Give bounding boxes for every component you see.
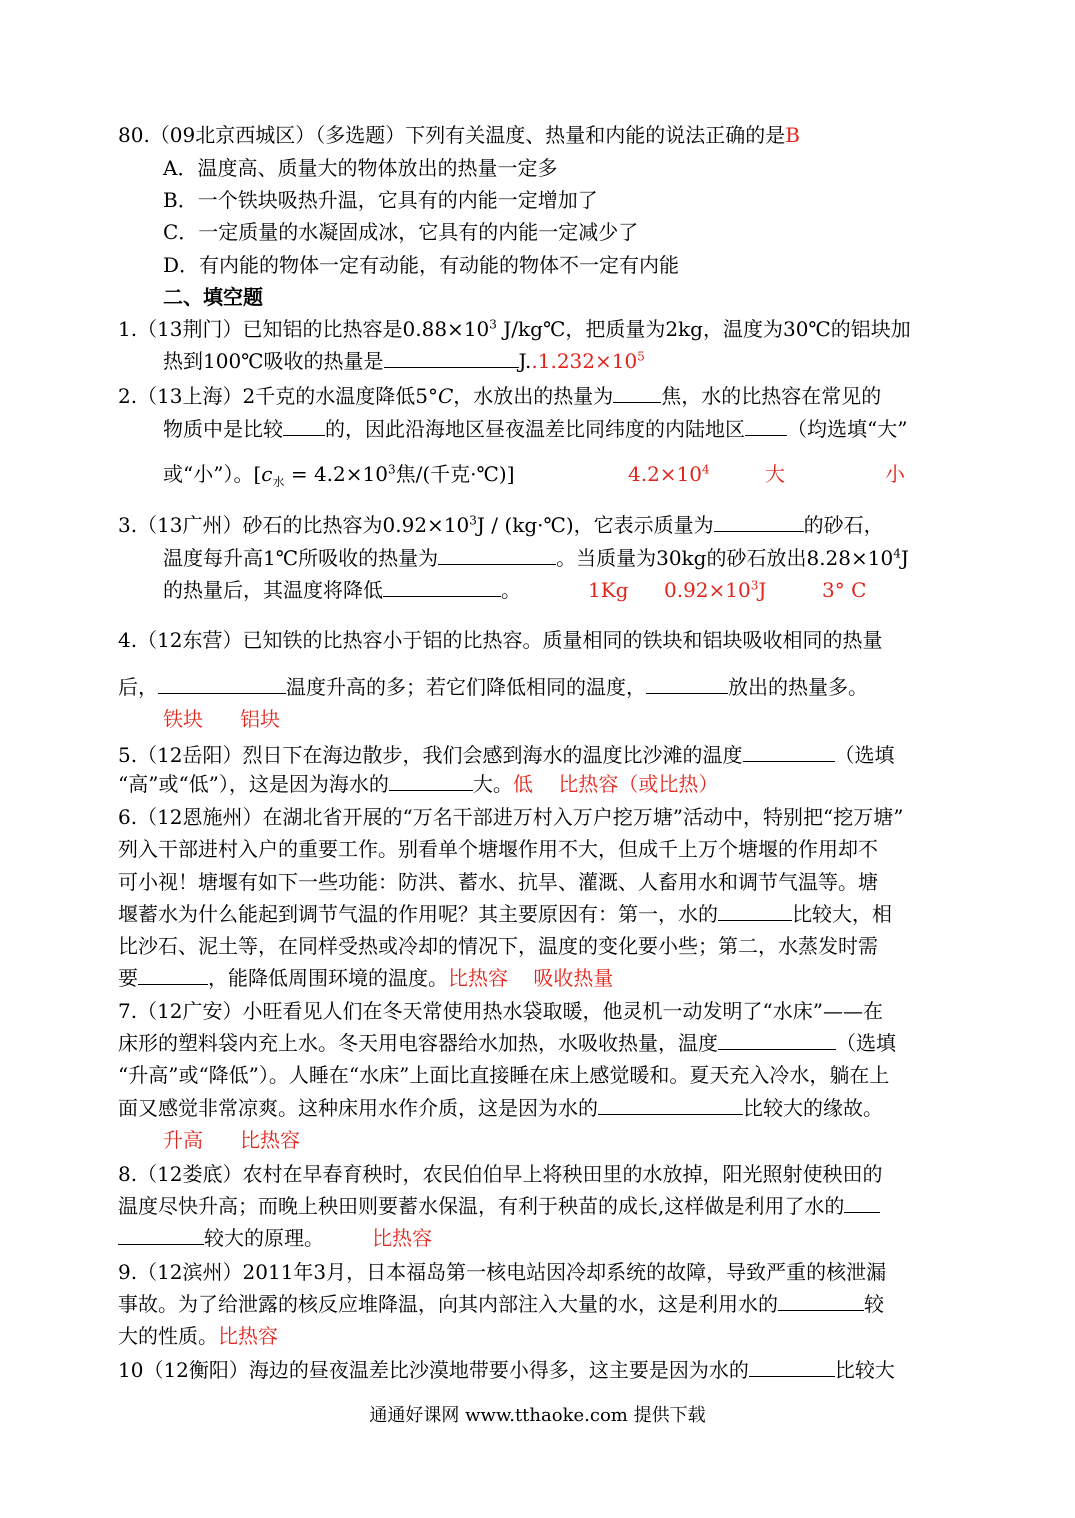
q2-text-d: 物质中是比较	[163, 417, 283, 441]
q6-line1: 6.（12恩施州）在湖北省开展的“万名干部进万村入万户挖万塘”活动中，特别把“挖万塘”	[118, 805, 904, 829]
q6-answer: 比热容 吸收热量	[448, 966, 614, 990]
q8-blank-1	[844, 1192, 880, 1213]
q2-c-symbol: c	[261, 462, 273, 486]
q80-stem: 80.（09北京西城区）（多选题）下列有关温度、热量和内能的说法正确的是	[118, 123, 786, 147]
q6-blank-2	[138, 964, 208, 985]
q3-line3	[163, 576, 521, 604]
q7-text-c: 面又感觉非常凉爽。这种床用水作介质，这是因为水的	[118, 1096, 598, 1120]
q80-option-b: B．一个铁块吸热升温，它具有的内能一定增加了	[163, 188, 598, 212]
q2-answer-1-sup: 4	[702, 462, 710, 477]
q7-line2	[118, 1029, 896, 1057]
q9-line1: 9.（12滨州）2011年3月，日本福岛第一核电站因冷却系统的故障，导致严重的核泄漏	[118, 1260, 887, 1284]
q2-text-i: 焦/(千克·℃)]	[395, 462, 515, 486]
q1-answer-sup: 5	[637, 349, 645, 364]
q7-line3: “升高”或“降低”）。人睡在“水床”上面比直接睡在床上感觉暖和。夏天充入冷水，躺在上	[118, 1063, 890, 1087]
q4-answer-2: 铝块	[240, 707, 280, 731]
q80-stem-line	[118, 121, 800, 149]
q4-blank-1	[158, 673, 286, 694]
q5-text-d: 大。	[472, 772, 513, 796]
q2-text-e: 的，因此沿海地区昼夜温差比同纬度的内陆地区	[325, 417, 745, 441]
q7-line1: 7.（12广安）小旺看见人们在冬天常使用热水袋取暖，他灵机一动发明了“水床”——在	[118, 999, 883, 1023]
section-title: 二、填空题	[163, 285, 263, 309]
q9-text-c: 大的性质。	[118, 1324, 218, 1348]
q3-answer-2	[664, 576, 766, 604]
q10-text-a: 10（12衡阳）海边的昼夜温差比沙漠地带要小得多，这主要是因为水的	[118, 1358, 749, 1382]
q1-line2	[163, 347, 645, 375]
q4-blank-2	[646, 673, 728, 694]
q2-answer-2: 大	[765, 462, 785, 486]
q6-line5: 比沙石、泥土等，在同样受热或冷却的情况下，温度的变化要小些；第二，水蒸发时需	[118, 934, 878, 958]
q4-answer-1: 铁块	[163, 707, 203, 731]
q80-answer: B	[785, 123, 800, 147]
q3-text-a: 3.（13广州）砂石的比热容为0.92×10	[118, 513, 470, 537]
q3-sup-1: 3	[469, 513, 477, 528]
q3-text-e: 。当质量为30kg的砂石放出8.28×10	[556, 546, 894, 570]
q5-text-a: 5.（12岳阳）烈日下在海边散步，我们会感到海水的温度比沙滩的温度	[118, 743, 743, 767]
q6-blank-1	[718, 900, 792, 921]
q2-answer-1-base: 4.2×10	[628, 462, 703, 486]
q2-text-h: = 4.2×10	[284, 462, 388, 486]
q10-line1	[118, 1356, 895, 1384]
q2-line2	[163, 415, 907, 443]
q2-sup: 3	[387, 462, 396, 477]
q7-blank-2	[598, 1094, 743, 1115]
q5-line1	[118, 741, 895, 769]
q1-text-b: J/kg℃，把质量为2kg，温度为30℃的铝块加	[496, 317, 911, 341]
q4-text-c: 放出的热量多。	[728, 675, 868, 699]
q9-line3	[118, 1322, 278, 1350]
q3-text-h: 。	[501, 578, 521, 602]
q2-line1	[118, 382, 881, 410]
q5-blank-1	[743, 741, 835, 762]
q5-line2	[118, 770, 718, 798]
q7-text-b: （选填	[836, 1031, 896, 1055]
q3-blank-1	[714, 511, 804, 532]
q3-text-c: 的砂石，	[803, 513, 884, 537]
q2-answer-1	[628, 460, 710, 488]
q3-text-b: J / (kg·℃)，它表示质量为	[476, 513, 714, 537]
page-footer: 通通好课网 www.tthaoke.com 提供下载	[369, 1405, 706, 1426]
q3-line2	[163, 544, 909, 572]
q2-blank-3	[745, 415, 787, 436]
q80-option-a: A．温度高、质量大的物体放出的热量一定多	[163, 156, 558, 180]
q4-text-b: 温度升高的多；若它们降低相同的温度，	[286, 675, 646, 699]
q9-blank-1	[778, 1290, 864, 1311]
q4-line1: 4.（12东营）已知铁的比热容小于铝的比热容。质量相同的铁块和铝块吸收相同的热量	[118, 628, 883, 652]
q7-blank-1	[718, 1029, 836, 1050]
q6-text-a: 堰蓄水为什么能起到调节气温的作用呢？其主要原因有：第一，水的	[118, 902, 718, 926]
q7-answer-2: 比热容	[240, 1128, 300, 1152]
q1-answer: .1.232×10	[531, 349, 638, 373]
q4-text-a: 后，	[118, 675, 158, 699]
q6-line2: 列入干部进村入户的重要工作。别看单个塘堰作用不大，但成千上万个塘堰的作用却不	[118, 837, 878, 861]
q6-text-c: 要	[118, 966, 138, 990]
q8-text-a: 温度尽快升高；而晚上秧田则要蓄水保温，有利于秧苗的成长,这样做是利用了水的	[118, 1194, 845, 1218]
q7-text-a: 床形的塑料袋内充上水。冬天用电容器给水加热，水吸收热量，温度	[118, 1031, 718, 1055]
q6-line3: 可小视！塘堰有如下一些功能：防洪、蓄水、抗旱、灌溉、人畜用水和调节气温等。塘	[118, 870, 878, 894]
q5-answer: 低 比热容（或比热）	[512, 772, 719, 796]
q7-line4	[118, 1094, 883, 1122]
q1-text-d: J.	[518, 349, 532, 373]
q5-blank-2	[389, 770, 473, 791]
q3-text-g: 的热量后，其温度将降低	[163, 578, 383, 602]
q5-text-b: （选填	[834, 743, 895, 767]
q8-line1: 8.（12娄底）农村在早春育秧时，农民伯伯早上将秧田里的水放掉，阳光照射使秧田的	[118, 1162, 883, 1186]
q3-line1	[118, 511, 884, 539]
q3-sup-2: 4	[893, 546, 901, 561]
q10-text-b: 比较大	[834, 1358, 895, 1382]
q3-answer-1: 1Kg	[588, 578, 629, 602]
q2-text-a: 2.（13上海）2千克的水温度降低5°	[118, 384, 438, 408]
q1-blank	[384, 347, 519, 368]
q8-line2	[118, 1192, 880, 1220]
q5-text-c: “高”或“低”），这是因为海水的	[118, 772, 389, 796]
q7-answer-1: 升高	[163, 1128, 203, 1152]
q10-blank-1	[749, 1356, 835, 1377]
q1-text-c: 热到100℃吸收的热量是	[163, 349, 384, 373]
q9-text-b: 较	[864, 1292, 884, 1316]
q4-line2	[118, 673, 868, 701]
q8-line3	[118, 1224, 324, 1252]
q2-answer-3: 小	[885, 462, 905, 486]
q6-text-d: ，能降低周围环境的温度。	[208, 966, 448, 990]
q3-answer-2-base: 0.92×10	[664, 578, 751, 602]
q1-text-a: 1.（13荆门）已知铝的比热容是0.88×10	[118, 317, 490, 341]
q3-answer-3: 3° C	[822, 578, 867, 602]
q2-text-c: 焦，水的比热容在常见的	[661, 384, 882, 408]
q3-answer-2-unit: J	[758, 578, 767, 602]
q9-answer: 比热容	[218, 1324, 278, 1348]
q2-text-g: 或“小”）。[	[163, 462, 262, 486]
q3-answer-2-sup: 3	[750, 578, 759, 593]
q9-text-a: 事故。为了给泄露的核反应堆降温，向其内部注入大量的水，这是利用水的	[118, 1292, 778, 1316]
q6-line4	[118, 900, 892, 928]
q2-text-f: （均选填“大”	[787, 417, 908, 441]
q7-text-d: 比较大的缘故。	[743, 1096, 883, 1120]
q2-c-subscript: 水	[272, 475, 285, 489]
q3-blank-3	[383, 576, 501, 597]
q2-line3	[163, 460, 515, 488]
q3-blank-2	[438, 544, 556, 565]
q8-blank-2	[118, 1224, 204, 1245]
q3-text-d: 温度每升高1℃所吸收的热量为	[163, 546, 439, 570]
q6-line6	[118, 964, 613, 992]
q6-text-b: 比较大，相	[792, 902, 892, 926]
q80-option-c: C．一定质量的水凝固成冰，它具有的内能一定减少了	[163, 220, 639, 244]
q8-answer: 比热容	[372, 1226, 432, 1250]
q9-line2	[118, 1290, 884, 1318]
q2-blank-2	[283, 415, 325, 436]
q8-text-b: 较大的原理。	[204, 1226, 324, 1250]
q2-blank-1	[613, 382, 661, 403]
q2-text-b: ，水放出的热量为	[453, 384, 614, 408]
q1-sup: 3	[489, 317, 497, 332]
q80-option-d: D．有内能的物体一定有动能，有动能的物体不一定有内能	[163, 253, 680, 277]
q2-celsius-c: C	[437, 384, 454, 408]
q1-line1	[118, 315, 911, 343]
q3-text-f: J	[900, 546, 909, 570]
